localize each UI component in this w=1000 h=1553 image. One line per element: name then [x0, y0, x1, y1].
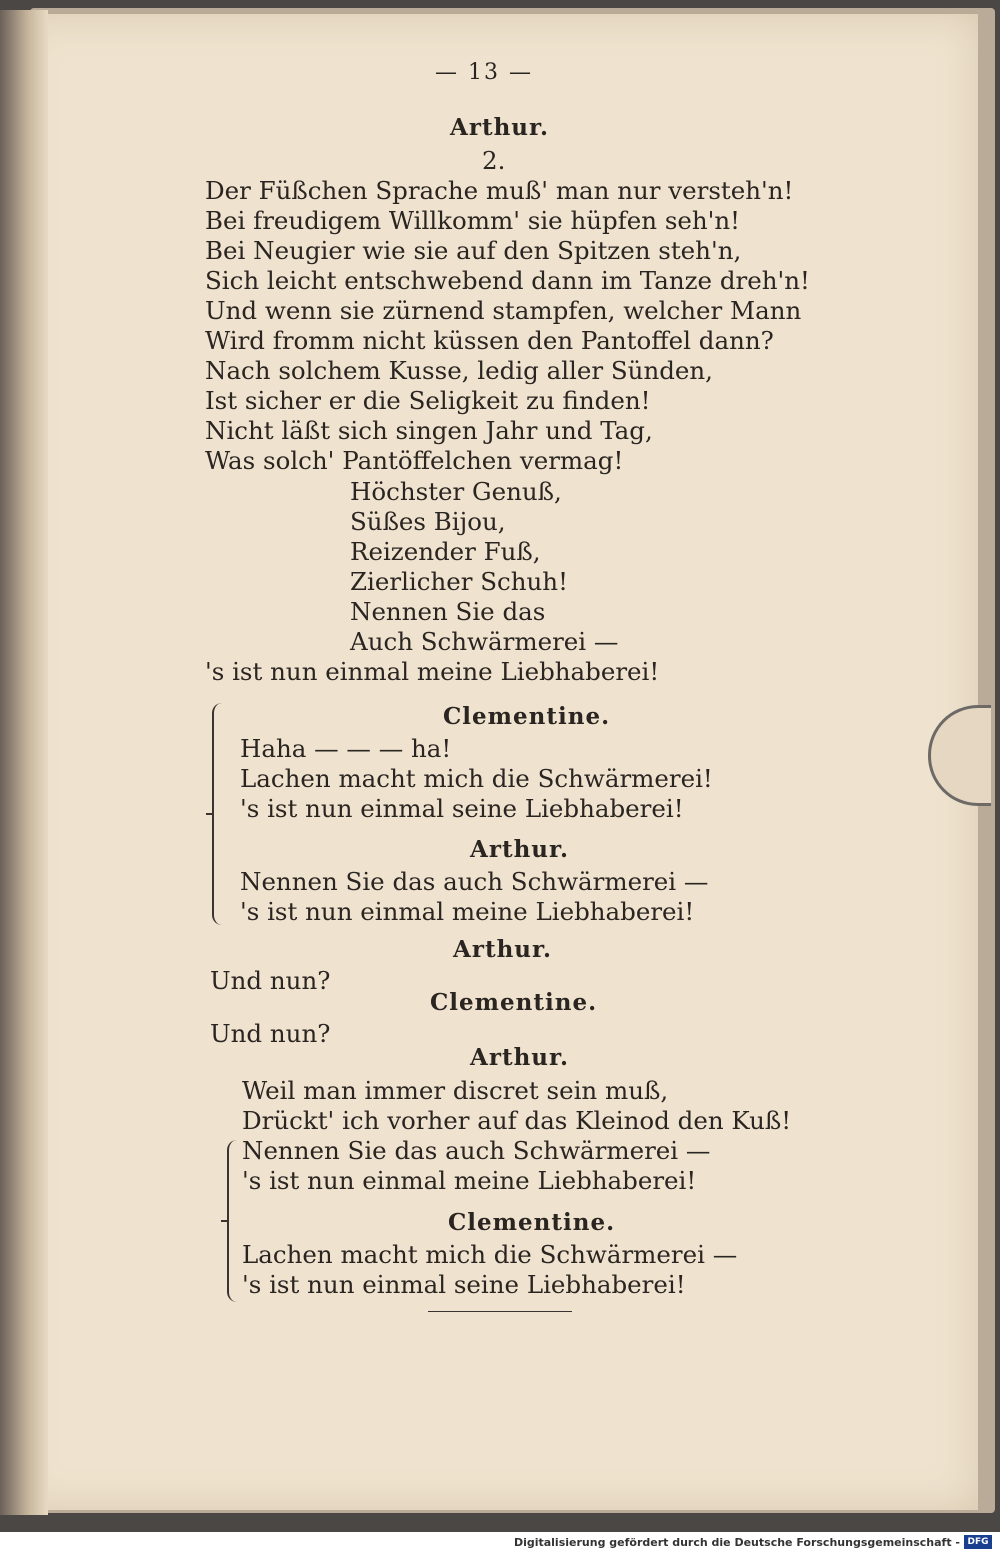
verse-line: Weil man immer discret sein muß,	[242, 1076, 669, 1105]
verse-line: 's ist nun einmal seine Liebhaberei!	[242, 1270, 686, 1299]
verse-line: 's ist nun einmal seine Liebhaberei!	[240, 794, 684, 823]
verse-line: Drückt' ich vorher auf das Kleinod den Kuß!	[242, 1106, 792, 1135]
speaker-label: Arthur.	[453, 936, 553, 963]
verse-line: Haha — — — ha!	[240, 734, 452, 763]
verse-line: Bei freudigem Willkomm' sie hüpfen seh'n!	[205, 206, 741, 235]
verse-line: Nach solchem Kusse, ledig aller Sünden,	[205, 356, 713, 385]
speaker-label: Clementine.	[448, 1209, 616, 1236]
verse-line: Was solch' Pantöffelchen vermag!	[205, 446, 624, 475]
verse-line-indented: Höchster Genuß,	[350, 477, 562, 506]
verse-line: Bei Neugier wie sie auf den Spitzen steh'n,	[205, 236, 742, 265]
verse-line: Und nun?	[210, 1019, 331, 1048]
verse-line: 's ist nun einmal meine Liebhaberei!	[240, 897, 695, 926]
speaker-label: Arthur.	[450, 114, 550, 141]
speaker-label: Arthur.	[470, 836, 570, 863]
verse-line: Nennen Sie das auch Schwärmerei —	[240, 867, 709, 896]
verse-line: 's ist nun einmal meine Liebhaberei!	[205, 657, 660, 686]
footer-credit: Digitalisierung gefördert durch die Deutsche Forschungsgemeinschaft -	[513, 1536, 960, 1549]
page-spine-edge	[0, 10, 48, 1515]
duet-brace	[212, 703, 228, 925]
end-rule	[428, 1311, 572, 1312]
verse-line: Lachen macht mich die Schwärmerei —	[242, 1240, 738, 1269]
duet-brace-point	[206, 813, 214, 815]
speaker-label: Clementine.	[443, 703, 611, 730]
verse-line-indented: Süßes Bijou,	[350, 507, 506, 536]
speaker-label: Arthur.	[470, 1044, 570, 1071]
speaker-label: Clementine.	[430, 989, 598, 1016]
verse-line: Sich leicht entschwebend dann im Tanze dreh'n!	[205, 266, 810, 295]
duet-brace	[227, 1140, 243, 1302]
verse-line-indented: Reizender Fuß,	[350, 537, 541, 566]
verse-line: Lachen macht mich die Schwärmerei!	[240, 764, 713, 793]
page-number: — 13 —	[435, 60, 533, 85]
verse-line: Der Füßchen Sprache muß' man nur versteh'n!	[205, 176, 794, 205]
verse-line: Und wenn sie zürnend stampfen, welcher Mann	[205, 296, 802, 325]
verse-line: Ist sicher er die Seligkeit zu finden!	[205, 386, 651, 415]
duet-brace-point	[221, 1220, 229, 1222]
verse-line-indented: Auch Schwärmerei —	[350, 627, 619, 656]
verse-line: 's ist nun einmal meine Liebhaberei!	[242, 1166, 697, 1195]
verse-line: Nicht läßt sich singen Jahr und Tag,	[205, 416, 653, 445]
dfg-logo: DFG	[964, 1535, 992, 1549]
verse-line: Wird fromm nicht küssen den Pantoffel dann?	[205, 326, 774, 355]
verse-line: Und nun?	[210, 966, 331, 995]
verse-line-indented: Zierlicher Schuh!	[350, 567, 568, 596]
verse-line: Nennen Sie das auch Schwärmerei —	[242, 1136, 711, 1165]
verse-line-indented: Nennen Sie das	[350, 597, 546, 626]
stanza-number: 2.	[482, 146, 506, 175]
